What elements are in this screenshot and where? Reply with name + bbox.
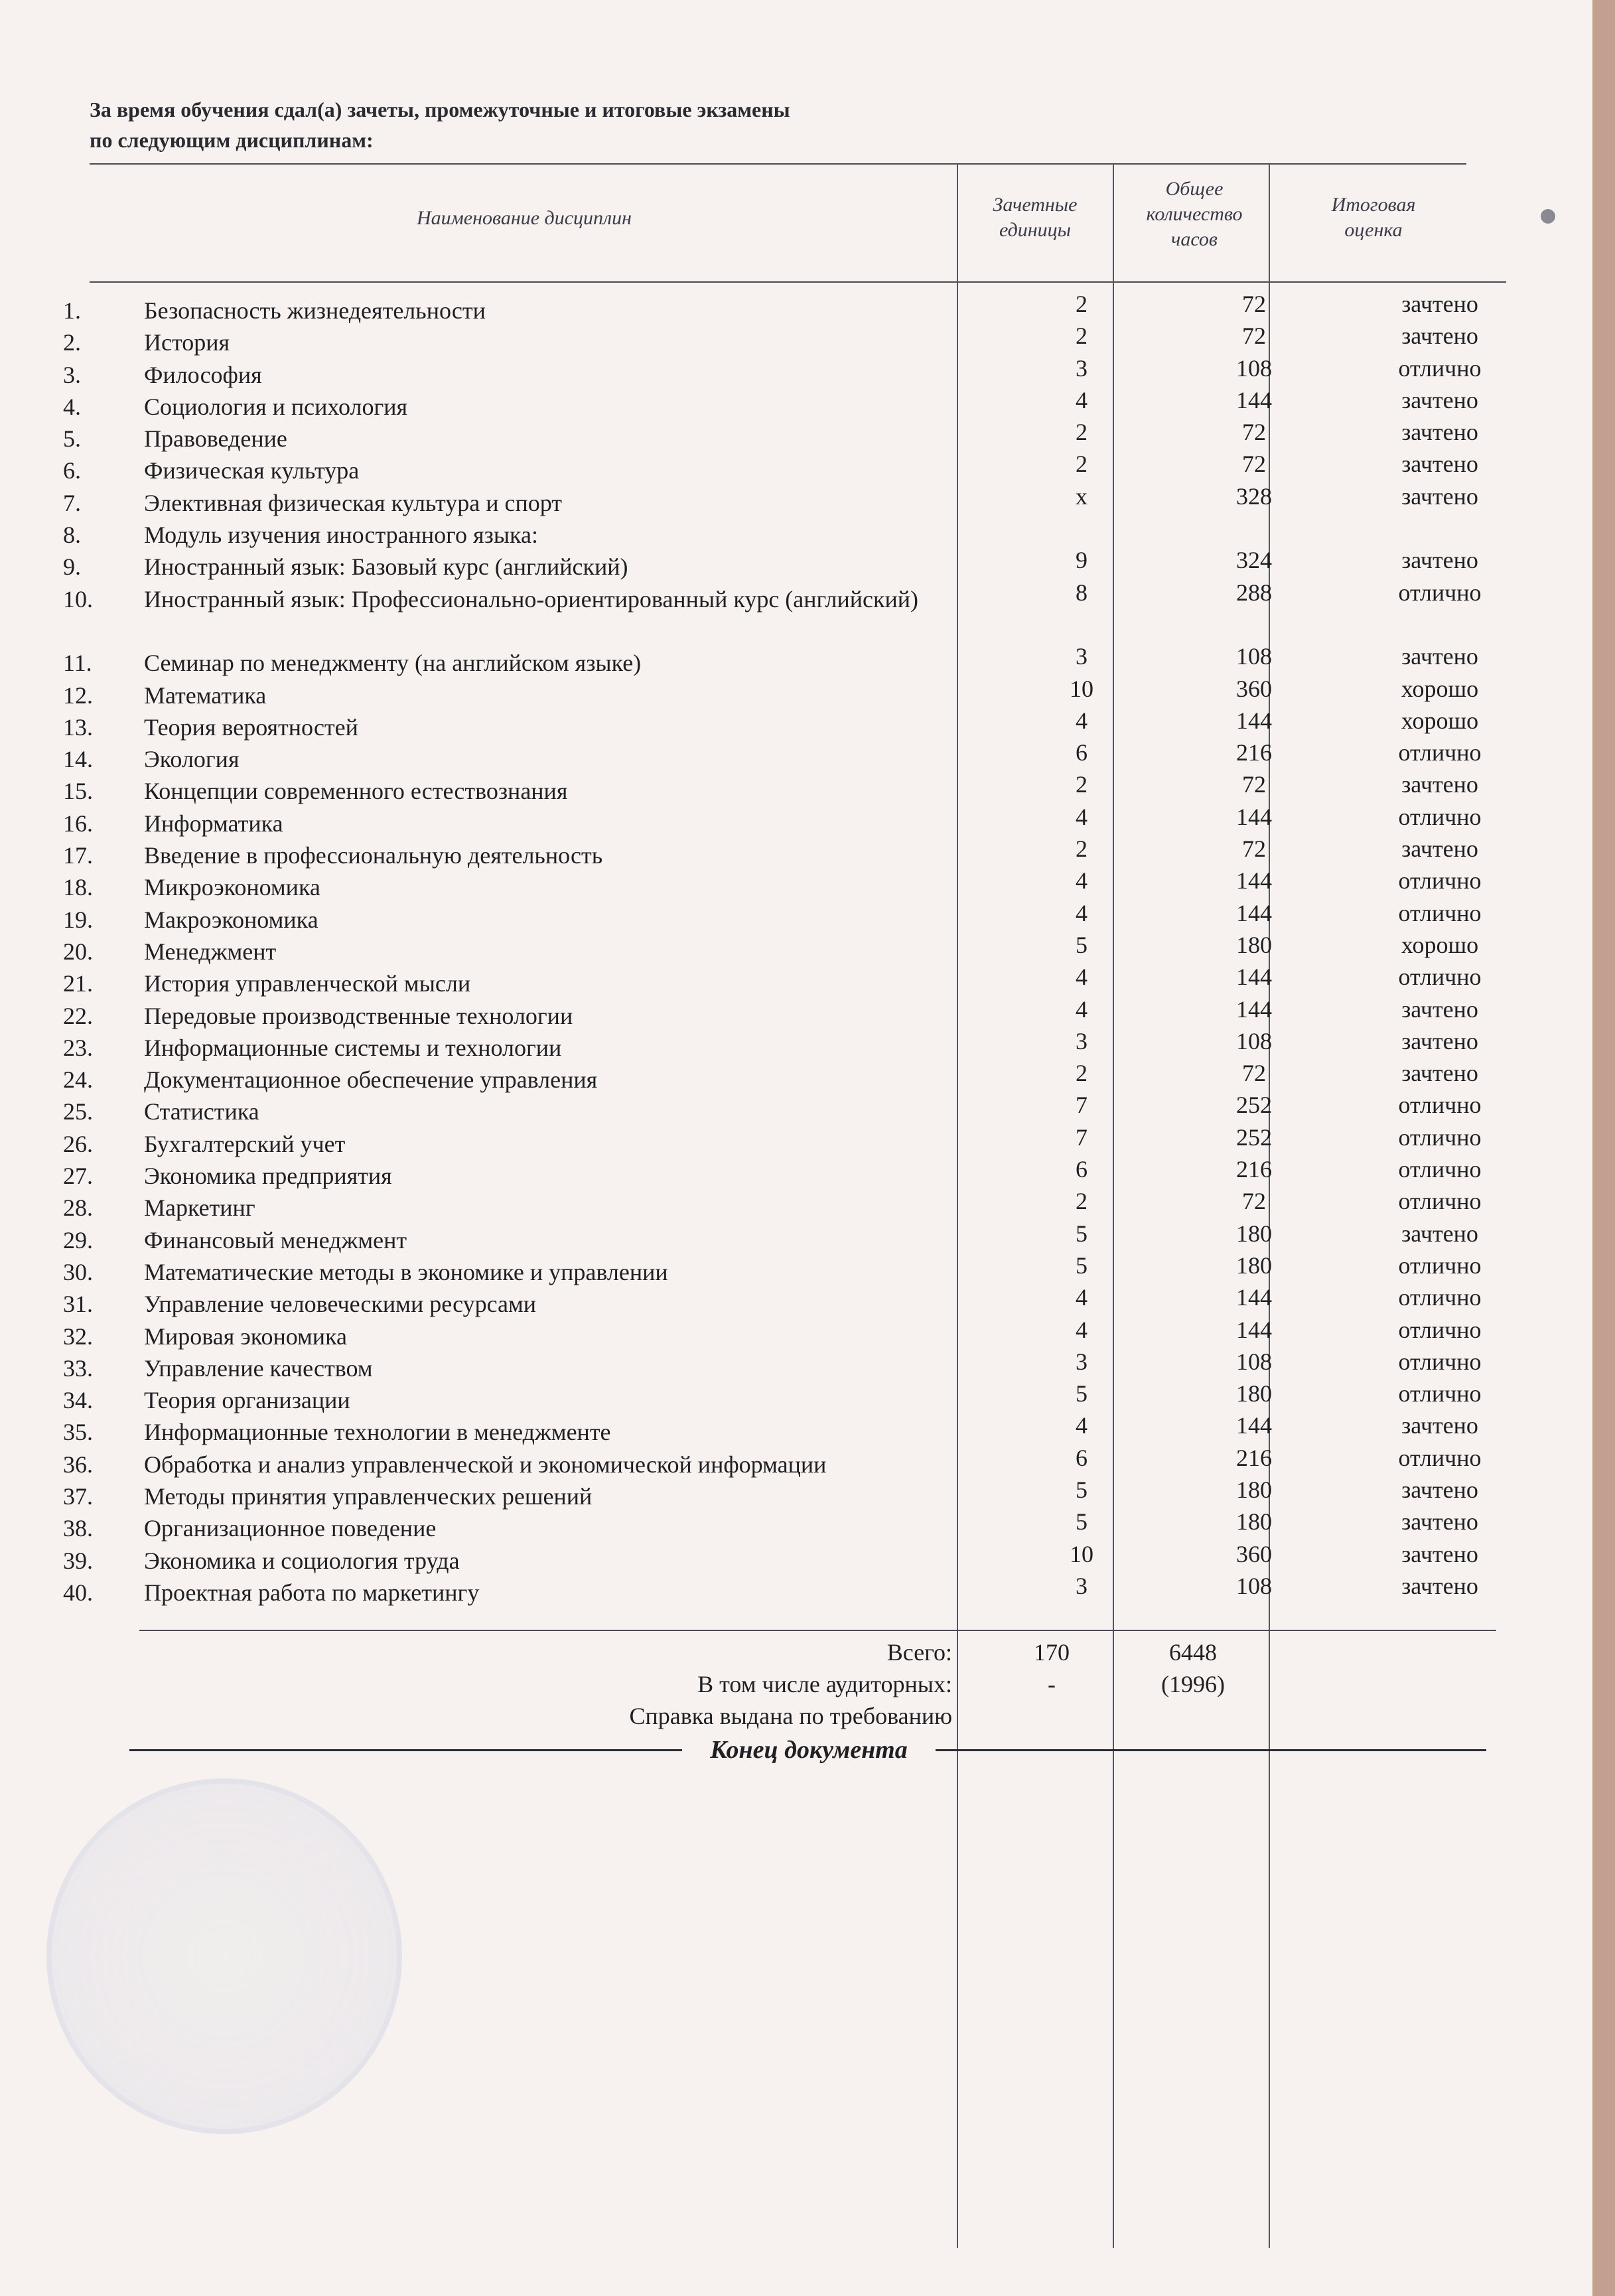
discipline-name: История — [144, 329, 230, 356]
credit-units: 3 — [1076, 1348, 1088, 1375]
discipline-name: Физическая культура — [144, 457, 360, 484]
final-grade: зачтено — [1401, 835, 1478, 863]
final-grade: зачтено — [1401, 291, 1478, 317]
row-number: 40. — [63, 1579, 93, 1606]
discipline-name: Менеджмент — [144, 938, 277, 965]
totals-top-rule — [139, 1630, 1496, 1631]
credit-units: 5 — [1076, 1380, 1088, 1407]
row-number: 39. — [63, 1547, 93, 1574]
row-number: 21. — [63, 970, 93, 997]
total-hours: 144 — [1236, 995, 1272, 1023]
discipline-name: Информатика — [144, 810, 283, 837]
discipline-name: Экономика и социология труда — [144, 1547, 460, 1574]
row-number: 12. — [63, 682, 93, 709]
discipline-name: Безопасность жизнедеятельности — [144, 297, 486, 324]
total-hours: 180 — [1236, 1252, 1272, 1279]
credit-units: 8 — [1076, 579, 1088, 606]
final-grade: отлично — [1398, 1156, 1482, 1183]
row-number: 7. — [63, 489, 81, 516]
credit-units: 4 — [1076, 964, 1088, 991]
final-grade: отлично — [1398, 1092, 1482, 1119]
discipline-name: Экология — [144, 746, 240, 773]
classroom-hours: (1996) — [1161, 1671, 1225, 1697]
total-hours: 72 — [1242, 451, 1266, 478]
credit-units: 2 — [1076, 1060, 1088, 1087]
total-hours: 144 — [1236, 707, 1272, 734]
discipline-name: Модуль изучения иностранного языка: — [144, 522, 538, 549]
credit-units: 5 — [1076, 1220, 1088, 1247]
final-grade: зачтено — [1401, 643, 1478, 670]
discipline-name: Мировая экономика — [144, 1323, 347, 1350]
credit-units: 2 — [1076, 451, 1088, 478]
final-grade: отлично — [1398, 1380, 1482, 1407]
total-hours: 288 — [1236, 579, 1272, 606]
row-number: 5. — [63, 425, 81, 453]
total-hours: 6448 — [1169, 1639, 1217, 1666]
final-grade: зачтено — [1401, 1572, 1478, 1599]
discipline-name: Информационные технологии в менеджменте — [144, 1419, 611, 1446]
total-hours: 360 — [1236, 675, 1272, 702]
discipline-name: Бухгалтерский учет — [144, 1130, 346, 1157]
total-hours: 216 — [1236, 1156, 1272, 1183]
table-header-bottom-rule — [90, 281, 1506, 283]
credit-units: 7 — [1076, 1092, 1088, 1119]
credit-units: 2 — [1076, 419, 1088, 446]
final-grade: отлично — [1398, 1188, 1482, 1215]
final-grade: хорошо — [1401, 675, 1479, 702]
row-number: 26. — [63, 1130, 93, 1157]
final-grade: зачтено — [1401, 419, 1478, 446]
row-number: 38. — [63, 1515, 93, 1542]
credit-units: 3 — [1076, 1027, 1088, 1054]
final-grade: зачтено — [1401, 1412, 1478, 1439]
total-hours: 144 — [1236, 1284, 1272, 1311]
credit-units: 10 — [1070, 675, 1093, 702]
total-hours: 252 — [1236, 1123, 1272, 1151]
discipline-name: Маркетинг — [144, 1194, 255, 1222]
total-hours: 108 — [1236, 1348, 1272, 1375]
total-hours: 144 — [1236, 899, 1272, 926]
row-number: 17. — [63, 842, 93, 869]
discipline-name: История управленческой мысли — [144, 970, 471, 997]
row-number: 24. — [63, 1066, 93, 1094]
total-hours: 144 — [1236, 803, 1272, 830]
final-grade: отлично — [1398, 964, 1482, 991]
row-number: 25. — [63, 1098, 93, 1125]
row-number: 15. — [63, 778, 93, 805]
row-number: 27. — [63, 1163, 93, 1190]
credit-units: 6 — [1076, 1444, 1088, 1471]
discipline-name: Теория вероятностей — [144, 713, 358, 741]
total-hours: 144 — [1236, 386, 1272, 413]
row-number: 2. — [63, 329, 81, 356]
classroom-credits: - — [1048, 1671, 1056, 1697]
row-number: 30. — [63, 1258, 93, 1285]
row-number: 34. — [63, 1387, 93, 1414]
discipline-name: Передовые производственные технологии — [144, 1002, 573, 1029]
final-grade: отлично — [1398, 803, 1482, 830]
credit-units: 2 — [1076, 291, 1088, 317]
final-grade: зачтено — [1401, 1540, 1478, 1567]
total-hours: 180 — [1236, 1220, 1272, 1247]
row-number: 36. — [63, 1451, 93, 1478]
credit-units: 6 — [1076, 1156, 1088, 1183]
heading-line-1: За время обучения сдал(а) зачеты, промежуточные и итоговые экзамены — [90, 98, 790, 121]
discipline-name: Математика — [144, 682, 267, 709]
discipline-name: Информационные системы и технологии — [144, 1034, 562, 1061]
row-number: 37. — [63, 1482, 93, 1510]
credit-units: 4 — [1076, 867, 1088, 895]
discipline-name: Теория организации — [144, 1387, 350, 1414]
column-header-name: Наименование дисциплин — [417, 207, 632, 229]
total-hours: 252 — [1236, 1092, 1272, 1119]
total-hours: 216 — [1236, 739, 1272, 766]
total-hours: 108 — [1236, 354, 1272, 382]
total-hours: 360 — [1236, 1540, 1272, 1567]
final-grade: зачтено — [1401, 1476, 1478, 1503]
credit-units: 4 — [1076, 995, 1088, 1023]
discipline-name: Философия — [144, 361, 262, 388]
total-hours: 144 — [1236, 867, 1272, 895]
final-grade: отлично — [1398, 1284, 1482, 1311]
total-hours: 180 — [1236, 931, 1272, 958]
discipline-table — [63, 291, 1490, 1609]
ink-dot — [1541, 209, 1555, 224]
row-number: 29. — [63, 1226, 93, 1254]
final-grade: зачтено — [1401, 482, 1478, 510]
total-hours: 108 — [1236, 1572, 1272, 1599]
credit-units: 4 — [1076, 386, 1088, 413]
credit-units: 6 — [1076, 739, 1088, 766]
credit-units: 5 — [1076, 1252, 1088, 1279]
row-number: 33. — [63, 1354, 93, 1382]
row-number: 14. — [63, 746, 93, 773]
row-number: 16. — [63, 810, 93, 837]
final-grade: зачтено — [1401, 323, 1478, 350]
row-number: 32. — [63, 1323, 93, 1350]
table-top-rule — [90, 163, 1466, 165]
final-grade: отлично — [1398, 1316, 1482, 1343]
classroom-label: В том числе аудиторных: — [697, 1671, 952, 1697]
credit-units: 4 — [1076, 1284, 1088, 1311]
row-number: 11. — [63, 650, 92, 677]
final-grade: зачтено — [1401, 1027, 1478, 1054]
row-number: 28. — [63, 1194, 93, 1222]
total-hours: 72 — [1242, 291, 1266, 317]
credit-units: 3 — [1076, 354, 1088, 382]
credit-units: 4 — [1076, 899, 1088, 926]
page-edge-shadow — [1592, 0, 1615, 2296]
total-hours: 72 — [1242, 419, 1266, 446]
discipline-name: Микроэкономика — [144, 874, 320, 901]
row-number: 18. — [63, 874, 93, 901]
credit-units: 5 — [1076, 1476, 1088, 1503]
row-number: 10. — [63, 585, 93, 612]
row-number: 31. — [63, 1291, 93, 1318]
table-row — [63, 482, 1490, 519]
total-hours: 144 — [1236, 1412, 1272, 1439]
discipline-name: Организационное поведение — [144, 1515, 437, 1542]
row-number: 8. — [63, 522, 81, 549]
discipline-name: Управление человеческими ресурсами — [144, 1291, 537, 1318]
credit-units: 2 — [1076, 835, 1088, 863]
table-row — [63, 1572, 1490, 1609]
credit-units: 4 — [1076, 707, 1088, 734]
credit-units: 2 — [1076, 1188, 1088, 1215]
discipline-name: Статистика — [144, 1098, 259, 1125]
discipline-name: Введение в профессиональную деятельность — [144, 842, 603, 869]
column-header-grade: Итоговая оценка — [1331, 194, 1416, 241]
total-hours: 72 — [1242, 1060, 1266, 1087]
final-grade: зачтено — [1401, 1508, 1478, 1536]
total-hours: 72 — [1242, 771, 1266, 798]
final-grade: зачтено — [1401, 1220, 1478, 1247]
credit-units: х — [1076, 482, 1088, 510]
credit-units: 3 — [1076, 1572, 1088, 1599]
total-hours: 324 — [1236, 547, 1272, 574]
final-grade: отлично — [1398, 354, 1482, 382]
faded-seal-stamp — [46, 1778, 402, 2134]
final-grade: зачтено — [1401, 1060, 1478, 1087]
column-header-hours: Общее количество часов — [1146, 178, 1243, 250]
discipline-name: Методы принятия управленческих решений — [144, 1482, 593, 1510]
discipline-name: Макроэкономика — [144, 906, 318, 933]
discipline-name: Экономика предприятия — [144, 1163, 392, 1190]
discipline-name: Документационное обеспечение управления — [144, 1066, 598, 1094]
discipline-name: Элективная физическая культура и спорт — [144, 489, 562, 516]
final-grade: зачтено — [1401, 995, 1478, 1023]
row-number: 20. — [63, 938, 93, 965]
final-grade: отлично — [1398, 1252, 1482, 1279]
final-grade: отлично — [1398, 739, 1482, 766]
credit-units: 4 — [1076, 1412, 1088, 1439]
credit-units: 2 — [1076, 323, 1088, 350]
credit-units: 2 — [1076, 771, 1088, 798]
column-header-credits: Зачетные единицы — [993, 194, 1078, 241]
row-number: 3. — [63, 361, 81, 388]
total-hours: 144 — [1236, 964, 1272, 991]
row-number: 13. — [63, 713, 93, 741]
discipline-name: Иностранный язык: Базовый курс (английский) — [144, 553, 628, 581]
final-grade: отлично — [1398, 899, 1482, 926]
credit-units: 5 — [1076, 1508, 1088, 1536]
total-hours: 144 — [1236, 1316, 1272, 1343]
total-hours: 180 — [1236, 1380, 1272, 1407]
total-hours: 216 — [1236, 1444, 1272, 1471]
discipline-name: Семинар по менеджменту (на английском языке) — [144, 650, 642, 677]
row-number: 6. — [63, 457, 81, 484]
final-grade: отлично — [1398, 1348, 1482, 1375]
document-heading — [90, 94, 952, 155]
final-grade: зачтено — [1401, 771, 1478, 798]
row-number: 19. — [63, 906, 93, 933]
discipline-name: Социология и психология — [144, 393, 408, 420]
discipline-name: Проектная работа по маркетингу — [144, 1579, 480, 1606]
total-hours: 180 — [1236, 1508, 1272, 1536]
row-number: 4. — [63, 393, 81, 420]
discipline-name: Обработка и анализ управленческой и экономической информации — [144, 1451, 827, 1478]
total-hours: 180 — [1236, 1476, 1272, 1503]
total-hours: 328 — [1236, 482, 1272, 510]
final-grade: отлично — [1398, 867, 1482, 895]
row-number: 22. — [63, 1002, 93, 1029]
end-of-document-label: Конец документа — [682, 1733, 936, 1766]
credit-units: 5 — [1076, 931, 1088, 958]
credit-units: 4 — [1076, 1316, 1088, 1343]
table-row — [63, 579, 1490, 648]
discipline-name: Управление качеством — [144, 1354, 373, 1382]
total-hours: 108 — [1236, 643, 1272, 670]
row-number: 35. — [63, 1419, 93, 1446]
final-grade: отлично — [1398, 579, 1482, 606]
credit-units: 9 — [1076, 547, 1088, 574]
issued-note: Справка выдана по требованию — [629, 1703, 952, 1729]
final-grade: зачтено — [1401, 386, 1478, 413]
row-number: 9. — [63, 553, 81, 581]
total-hours: 72 — [1242, 1188, 1266, 1215]
final-grade: зачтено — [1401, 451, 1478, 478]
credit-units: 7 — [1076, 1123, 1088, 1151]
final-grade: отлично — [1398, 1444, 1482, 1471]
credit-units: 4 — [1076, 803, 1088, 830]
discipline-name: Финансовый менеджмент — [144, 1226, 407, 1254]
total-hours: 108 — [1236, 1027, 1272, 1054]
final-grade: зачтено — [1401, 547, 1478, 574]
final-grade: хорошо — [1401, 931, 1479, 958]
credit-units: 3 — [1076, 643, 1088, 670]
final-grade: отлично — [1398, 1123, 1482, 1151]
total-label: Всего: — [886, 1639, 952, 1666]
credit-units: 10 — [1070, 1540, 1093, 1567]
total-hours: 72 — [1242, 835, 1266, 863]
discipline-name: Математические методы в экономике и управлении — [144, 1258, 668, 1285]
discipline-name: Правоведение — [144, 425, 287, 453]
row-number: 23. — [63, 1034, 93, 1061]
discipline-name: Иностранный язык: Профессионально-ориентированный курс (английский) — [144, 585, 918, 612]
total-hours: 72 — [1242, 323, 1266, 350]
discipline-name: Концепции современного естествознания — [144, 778, 568, 805]
final-grade: хорошо — [1401, 707, 1479, 734]
heading-line-2: по следующим дисциплинам: — [90, 128, 374, 152]
row-number: 1. — [63, 297, 81, 324]
total-credits: 170 — [1034, 1639, 1070, 1666]
